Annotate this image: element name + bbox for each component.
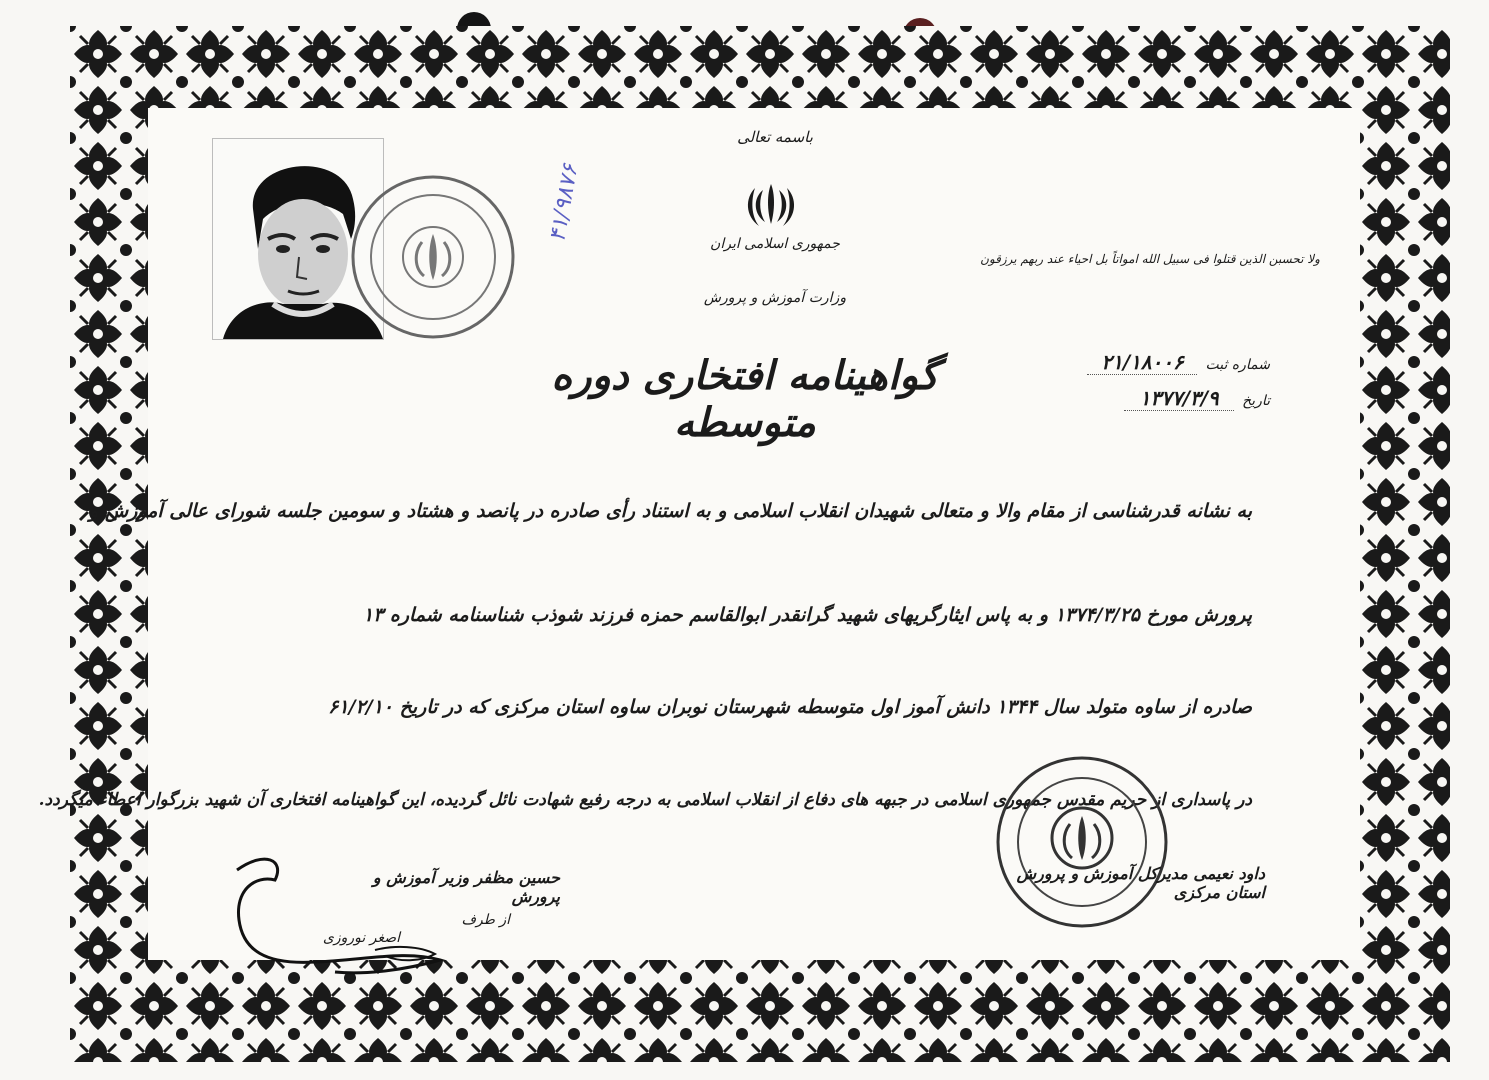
registration-number-row — [1070, 350, 1270, 386]
date-label: تاریخ — [1242, 393, 1270, 409]
ministry-name: وزارت آموزش و پرورش — [703, 290, 847, 306]
on-behalf-label: از طرف — [461, 912, 510, 928]
handwritten-number: ۴۱/۹۸۷۶ — [545, 162, 584, 244]
right-signatory-name: داود نعیمی مدیرکل آموزش و پرورش استان مرکزی — [1016, 864, 1265, 902]
registration-value: ۲۱/۱۸۰۰۶ — [1087, 350, 1197, 375]
registration-label: شماره ثبت — [1205, 357, 1270, 373]
body-line-4: در پاسداری از حریم مقدس جمهوری اسلامی در جبهه های دفاع از انقلاب اسلامی به درجه رفیع شهادت نائل گردیده، این گواهینامه افتخاری آن شهید بزرگوار اعطاء میگردد. — [38, 790, 1252, 810]
body-line-2: پرورش مورخ ۱۳۷۴/۳/۲۵ و به پاس ایثارگریهای شهید گرانقدر ابوالقاسم حمزه فرزند شوذب شناسنامه شماره ۱۳ — [362, 604, 1252, 626]
left-signer-name: اصغر نوروزی — [322, 930, 400, 946]
date-value: ۱۳۷۷/۳/۹ — [1124, 386, 1234, 411]
body-line-3: صادره از ساوه متولد سال ۱۳۴۴ دانش آموز اول متوسطه شهرستان نوبران ساوه استان مرکزی که در تاریخ ۶۱/۲/۱۰ — [328, 696, 1252, 718]
quran-verse: ولا تحسبن الذین قتلوا فی سبیل الله امواتاً بل احیاء عند ربهم یرزقون — [980, 252, 1320, 266]
left-signatory-name: حسین مظفر وزیر آموزش و پرورش — [372, 868, 560, 906]
date-row — [1070, 386, 1270, 422]
invocation-text: باسمه تعالی — [737, 128, 813, 146]
certificate-title: گواهینامه افتخاری دوره متوسطه — [551, 352, 939, 446]
official-seal-icon — [348, 172, 518, 342]
iran-emblem-icon — [743, 180, 799, 228]
registration-block — [1070, 350, 1270, 422]
body-line-1: به نشانه قدرشناسی از مقام والا و متعالی شهیدان انقلاب اسلامی و به استناد رأی صادره در پانصد و هشتاد و سومین جلسه شورای عالی آموزش و — [89, 500, 1252, 522]
official-seal-icon — [992, 752, 1172, 932]
country-name: جمهوری اسلامی ایران — [710, 236, 840, 252]
